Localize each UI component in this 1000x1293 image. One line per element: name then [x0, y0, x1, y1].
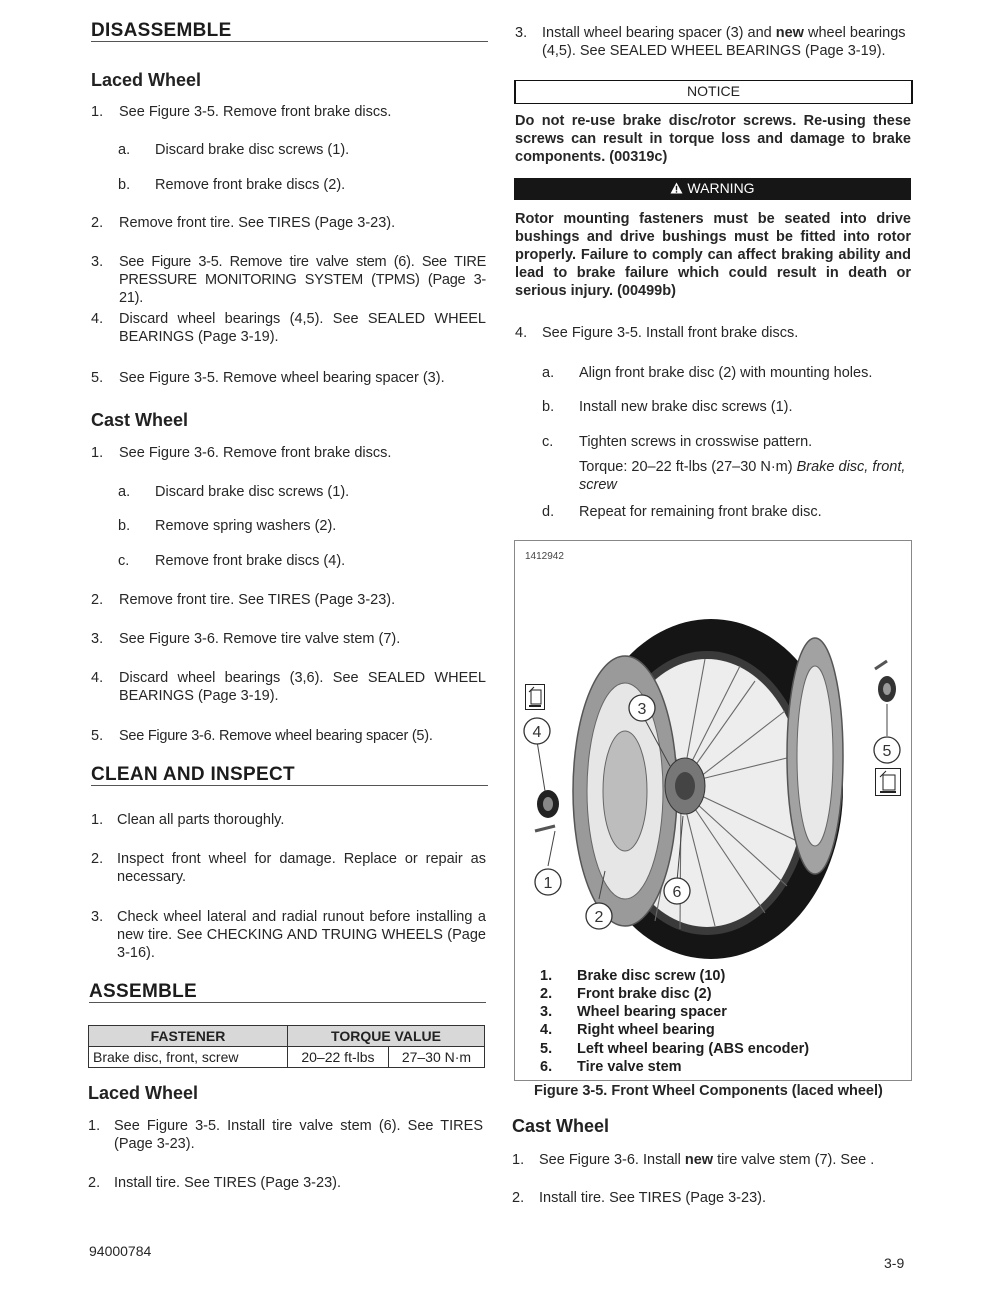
- step-item: 2. Install tire. See TIRES (Page 3-23).: [512, 1190, 767, 1206]
- step-item: 2. Inspect front wheel for damage. Replace or repair as necessary.: [91, 851, 486, 885]
- table-row: [89, 1047, 485, 1068]
- section-heading-assemble: ASSEMBLE: [89, 981, 197, 1002]
- subheading-cast-wheel: Cast Wheel: [512, 1116, 610, 1136]
- page-number: 3-9: [884, 1255, 905, 1271]
- torque-table: [88, 1025, 485, 1068]
- step-item: 2. Install tire. See TIRES (Page 3-23).: [88, 1175, 342, 1191]
- substep-item: a. Align front brake disc (2) with mounting holes.: [542, 365, 873, 381]
- warning-banner: [514, 178, 911, 200]
- warning-text: Rotor mounting fasteners must be seated into drive bushings and drive bushings must be fitted into rotor properly. Failure to comply can affect braking ability and lead to brake failure which could result in death or serious injury. (00499b): [515, 211, 911, 299]
- figure-caption: Figure 3-5. Front Wheel Components (laced wheel): [534, 1083, 883, 1099]
- step-item: 4. Discard wheel bearings (4,5). See SEALED WHEEL BEARINGS (Page 3-19).: [91, 311, 486, 345]
- callout-3: [629, 695, 655, 721]
- substep-item: c. Tighten screws in crosswise pattern.: [542, 434, 813, 450]
- step-item: 1. See Figure 3-5. Remove front brake discs.: [91, 104, 392, 120]
- document-number: 94000784: [89, 1243, 152, 1259]
- notice-label: NOTICE: [687, 83, 740, 99]
- step-item: 3. Check wheel lateral and radial runout before installing a new tire. See CHECKING AND TRUING WHEELS (Page 3-16).: [91, 909, 486, 961]
- step-item: 1. See Figure 3-6. Remove front brake discs.: [91, 445, 392, 461]
- svg-text:5: 5: [882, 743, 892, 760]
- svg-text:3: 3: [637, 701, 647, 718]
- table-header-fastener: FASTENER: [89, 1026, 288, 1047]
- substep-item: b. Remove spring washers (2).: [118, 518, 337, 534]
- step-item: 5. See Figure 3-5. Remove wheel bearing spacer (3).: [91, 370, 445, 386]
- substep-item: d. Repeat for remaining front brake disc.: [542, 504, 822, 520]
- section-rule: [89, 1002, 486, 1003]
- step-item: 3. See Figure 3-5. Remove tire valve stem (6). See TIRE PRESSURE MONITORING SYSTEM (TPMS) (Page 3-21).: [91, 254, 486, 306]
- table-cell-metric: 27–30 N·m: [388, 1047, 484, 1068]
- callout-5: [874, 737, 900, 763]
- notice-text: Do not re-use brake disc/rotor screws. Re-using these screws can result in torque loss and damage to brake components. (00319c): [515, 113, 911, 165]
- subheading-cast-wheel: Cast Wheel: [91, 410, 189, 430]
- section-heading-clean-inspect: CLEAN AND INSPECT: [91, 764, 295, 785]
- figure-3-5: [514, 540, 912, 1081]
- table-cell-imperial: 20–22 ft-lbs: [288, 1047, 389, 1068]
- torque-spec: Torque: 20–22 ft-lbs (27–30 N·m) Brake disc, front, screw: [579, 459, 906, 493]
- subheading-laced-wheel: Laced Wheel: [88, 1083, 199, 1103]
- step-item: 4. Discard wheel bearings (3,6). See SEALED WHEEL BEARINGS (Page 3-19).: [91, 670, 486, 704]
- figure-id: 1412942: [525, 551, 564, 562]
- step-item: 3. Install wheel bearing spacer (3) and new wheel bearings (4,5). See SEALED WHEEL BEARINGS (Page 3-19).: [515, 25, 906, 59]
- svg-text:2: 2: [594, 909, 604, 926]
- step-item: 5. See Figure 3-6. Remove wheel bearing spacer (5).: [91, 728, 433, 744]
- figure-callouts: [515, 541, 911, 961]
- callout-1: [535, 869, 561, 895]
- section-rule: [91, 41, 488, 42]
- step-item: 1. Clean all parts thoroughly.: [91, 812, 285, 828]
- step-item: 3. See Figure 3-6. Remove tire valve stem (7).: [91, 631, 401, 647]
- substep-item: c. Remove front brake discs (4).: [118, 553, 346, 569]
- svg-text:1: 1: [543, 875, 553, 892]
- substep-item: a. Discard brake disc screws (1).: [118, 484, 350, 500]
- step-item: 2. Remove front tire. See TIRES (Page 3-23).: [91, 592, 396, 608]
- svg-text:6: 6: [672, 884, 682, 901]
- notice-box: [514, 80, 913, 104]
- substep-item: b. Remove front brake discs (2).: [118, 177, 346, 193]
- step-item: 2. Remove front tire. See TIRES (Page 3-23).: [91, 215, 396, 231]
- step-item: 1. See Figure 3-5. Install tire valve stem (6). See TIRES (Page 3-23).: [88, 1118, 483, 1152]
- warning-label: WARNING: [687, 180, 755, 196]
- section-heading-disassemble: DISASSEMBLE: [91, 20, 232, 41]
- callout-2: [586, 903, 612, 929]
- warning-triangle-icon: [670, 179, 683, 200]
- callout-6: [664, 878, 690, 904]
- svg-text:4: 4: [532, 724, 542, 741]
- table-cell-fastener: Brake disc, front, screw: [89, 1047, 288, 1068]
- subheading-laced-wheel: Laced Wheel: [91, 70, 202, 90]
- table-header-torque: TORQUE VALUE: [288, 1026, 485, 1047]
- callout-4: [524, 718, 550, 744]
- step-item: 1. See Figure 3-6. Install new tire valve stem (7). See .: [512, 1152, 875, 1168]
- substep-item: b. Install new brake disc screws (1).: [542, 399, 793, 415]
- section-rule: [91, 785, 488, 786]
- substep-item: a. Discard brake disc screws (1).: [118, 142, 350, 158]
- figure-legend: 1. Brake disc screw (10) 2. Front brake disc (2) 3. Wheel bearing spacer 4. Right wheel bearing 5. Left wheel bearing (ABS encoder) 6. Tire valve stem: [540, 968, 810, 1075]
- step-item: 4. See Figure 3-5. Install front brake discs.: [515, 325, 799, 341]
